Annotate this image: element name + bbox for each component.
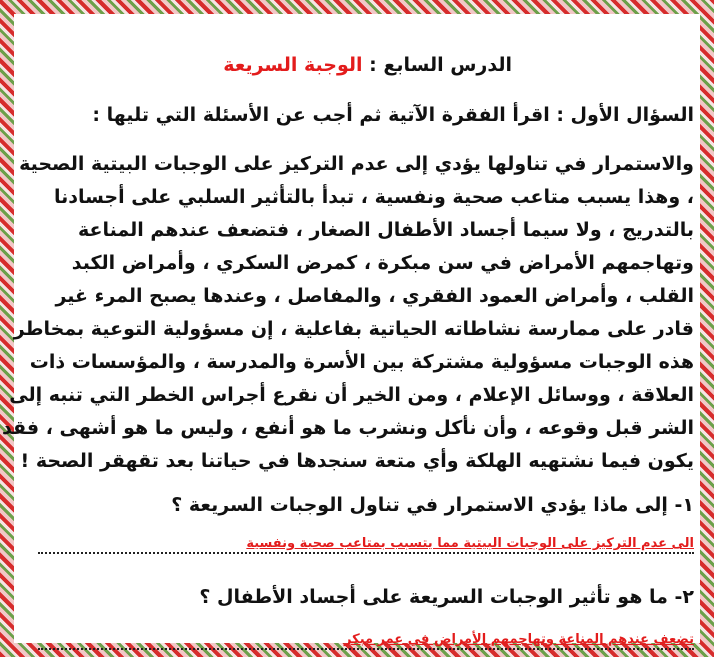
question-2: ٢- ما هو تأثير الوجبات السريعة على أجساد الأطفال ؟ xyxy=(199,586,694,608)
answer-1: الى عدم التركيز على الوجبات البيتية مما يتسبب بمتاعب صحية ونفسية xyxy=(246,536,694,551)
paragraph-line: قادر على ممارسة نشاطاته الحياتية بفاعلية ، إن مسؤولية التوعية بمخاطر xyxy=(13,318,694,340)
main-question: السؤال الأول : اقرأ الفقرة الآتية ثم أجب عن الأسئلة التي تليها : xyxy=(92,104,694,126)
paragraph-line: والاستمرار في تناولها يؤدي إلى عدم التركيز على الوجبات البيتية الصحية xyxy=(19,153,694,175)
reading-paragraph xyxy=(2,148,694,478)
paragraph-line: وتهاجمهم الأمراض في سن مبكرة ، كمرض السكري ، وأمراض الكبد xyxy=(71,252,694,274)
paragraph-line: يكون فيما نشتهيه الهلكة وأي متعة سنجدها في حياتنا بعد تقهقر الصحة ! xyxy=(20,450,694,472)
lesson-title: الوجبة السريعة xyxy=(223,54,363,76)
paragraph-line: هذه الوجبات مسؤولية مشتركة بين الأسرة والمدرسة ، والمؤسسات ذات xyxy=(29,351,694,373)
paragraph-line: القلب ، وأمراض العمود الفقري ، والمفاصل ، وعندها يصبح المرء غير xyxy=(55,285,694,307)
paragraph-line: ، وهذا يسبب متاعب صحية ونفسية ، تبدأ بالتأثير السلبي على أجسادنا xyxy=(53,186,694,208)
answer-2: تضعف عندهم المناعة وتهاجمهم الأمراض في عمر مبكر xyxy=(344,632,694,647)
lesson-prefix: الدرس السابع : xyxy=(362,54,512,76)
answer-2-line xyxy=(38,624,694,650)
answer-1-line xyxy=(38,528,694,554)
question-1: ١- إلى ماذا يؤدي الاستمرار في تناول الوجبات السريعة ؟ xyxy=(171,494,694,516)
lesson-heading xyxy=(223,54,512,76)
paragraph-line: العلاقة ، ووسائل الإعلام ، ومن الخير أن نقرع أجراس الخطر التي تنبه إلى xyxy=(9,384,694,406)
paragraph-line: بالتدريج ، ولا سيما أجساد الأطفال الصغار ، فتضعف عندهم المناعة xyxy=(77,219,694,241)
paragraph-line: الشر قبل وقوعه ، وأن نأكل ونشرب ما هو أنفع ، وليس ما هو أشهى ، فقد xyxy=(2,417,694,439)
